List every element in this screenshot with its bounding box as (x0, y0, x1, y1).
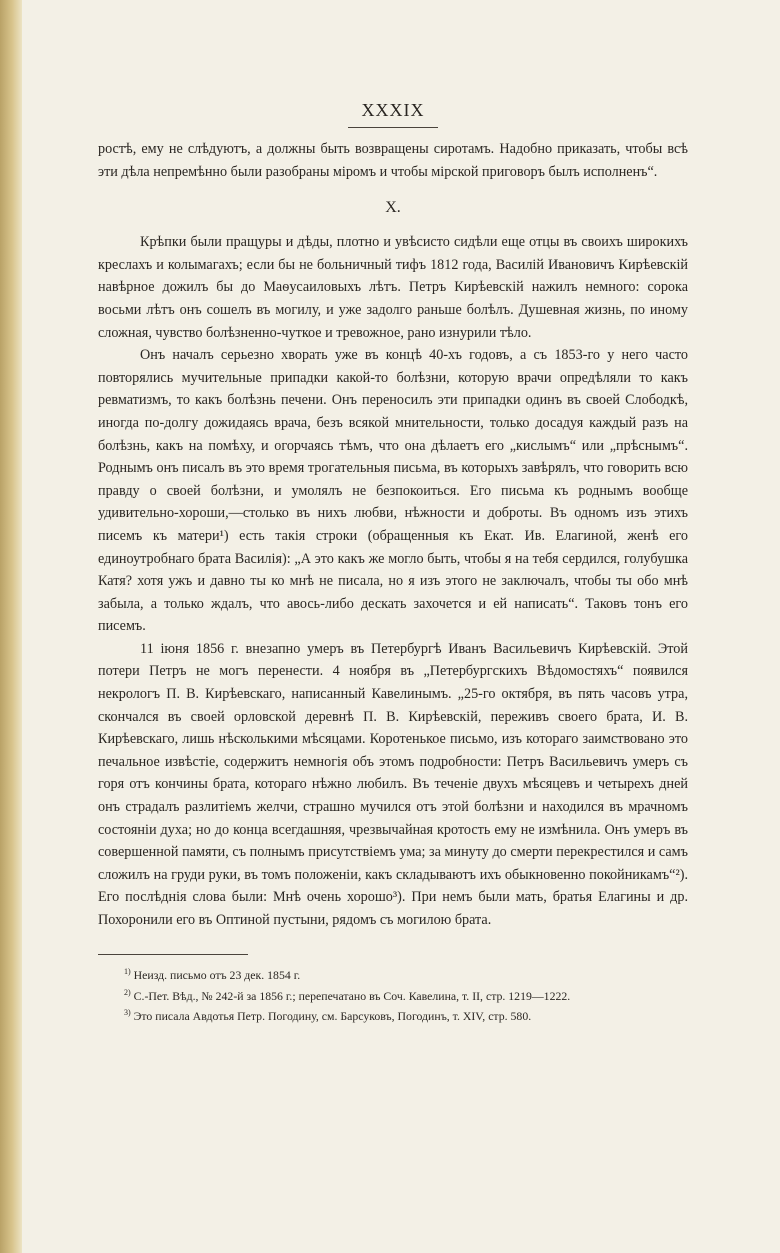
page-number: XXXIX (361, 100, 425, 120)
footnote-3 (124, 1004, 688, 1025)
footnote-text: Неизд. письмо отъ 23 дек. 1854 г. (133, 967, 301, 982)
footnote-mark: 2) (124, 987, 131, 997)
footnote-text: Это писала Авдотья Петр. Погодину, см. Барсуковъ, Погодинъ, т. XIV, стр. 580. (133, 1009, 532, 1024)
paragraph-2: Онъ началъ серьезно хворать уже въ концѣ 40-хъ годовъ, а съ 1853-го у него часто повторялись мучительные припадки какой-то болѣзни, которую врачи опредѣляли то какъ ревматизмъ, то какъ болѣзнь печени. Онъ переносилъ эти припадки одинъ въ своей Слободкѣ, иногда по-долгу дожидаясь врача, безъ всякой мнительности, только досадуя каждый разъ на болѣзнь, какъ на помѣху, и огорчаясь тѣмъ, что она дѣлаетъ его „кислымъ“ или „прѣснымъ“. Роднымъ онъ писалъ въ это время трогательныя письма, въ которыхъ завѣрялъ, что говорить всю правду о своей болѣзни, и умолялъ не безпокоиться. Его письма къ роднымъ вообще удивительно-хороши,—столько въ нихъ любви, нѣжности и доброты. Въ одномъ изъ этихъ писемъ къ матери¹) есть такiя строки (обращенныя къ Екат. Ив. Елагиной, женѣ его единоутробнаго брата Василiя): „А это какъ же могло быть, чтобы я на тебя сердился, голубушка Катя? хотя ужъ и давно ты ко мнѣ не писала, но я изъ этого не заключалъ, чтобы ты обо мнѣ забыла, а только ждалъ, что авось-либо дескать захочется и ей написать“. Таковъ тонъ его писемъ. (98, 347, 688, 635)
footnote-text: С.-Пет. Вѣд., № 242-й за 1856 г.; перепечатано въ Соч. Кавелина, т. II, стр. 1219—1222. (133, 988, 571, 1003)
paragraph-1: Крѣпки были пращуры и дѣды, плотно и увѣсисто сидѣли еще отцы въ своихъ широкихъ креслахъ и колымагахъ; если бы не больничный тифъ 1812 года, Василiй Ивановичъ Кирѣевскiй навѣрное дожилъ бы до Маѳусаиловыхъ лѣтъ. Петръ Кирѣевскiй нажилъ немного: сорока восьми лѣтъ онъ сошелъ въ могилу, и уже задолго раньше болѣлъ. Душевная жизнь, по иному сложная, чувство болѣзненно-чуткое и тревожное, рано изнурили тѣло. (98, 234, 688, 341)
book-page (98, 100, 688, 1025)
book-binding-edge (0, 0, 22, 1253)
continuation-paragraph: ростѣ, ему не слѣдуютъ, а должны быть возвращены сиротамъ. Надобно приказать, чтобы всѣ эти дѣла непремѣнно были разобраны мiромъ и чтобы мiрской приговоръ былъ исполненъ“. (98, 141, 688, 180)
paragraph-3: 11 iюня 1856 г. внезапно умеръ въ Петербургѣ Иванъ Васильевичъ Кирѣевскiй. Этой потери Петръ не могъ перенести. 4 ноября въ „Петербургскихъ Вѣдомостяхъ“ появился некрологъ П. В. Кирѣевскаго, написанный Кавелинымъ. „25-го октября, въ пять часовъ утра, скончался въ своей орловской деревнѣ П. В. Кирѣевскiй, переживъ своего брата, И. В. Кирѣевскаго, лишь нѣсколькими мѣсяцами. Коротенькое письмо, изъ котораго заимствовано это печальное извѣстiе, содержитъ немногiя объ этомъ подробности: Петръ Васильевичъ умеръ съ горя отъ кончины брата, котораго нѣжно любилъ. Въ теченiе двухъ мѣсяцевъ и четырехъ дней онъ страдалъ разлитiемъ желчи, страшно мучился отъ этой болѣзни и находился въ мрачномъ состоянiи духа; но до конца всегдашняя, чрезвычайная кротость ему не измѣнила. Онъ умеръ въ совершенной памяти, съ полнымъ присутствiемъ ума; за минуту до смерти перекрестился и самъ сложилъ на груди руки, въ томъ положенiи, какъ складываютъ ихъ обыкновенно покойникамъ“²). Его послѣднiя слова были: Мнѣ очень хорошо³). При немъ были мать, братья Елагины и др. Похоронили его въ Оптиной пустыни, рядомъ съ могилою брата. (98, 640, 688, 928)
section-heading: X. (385, 199, 401, 217)
footnote-mark: 1) (124, 966, 131, 976)
footnote-1 (124, 963, 688, 984)
footnote-2 (124, 984, 688, 1005)
footnote-mark: 3) (124, 1008, 131, 1018)
page-number-rule (348, 127, 438, 128)
footnote-rule (98, 954, 248, 955)
